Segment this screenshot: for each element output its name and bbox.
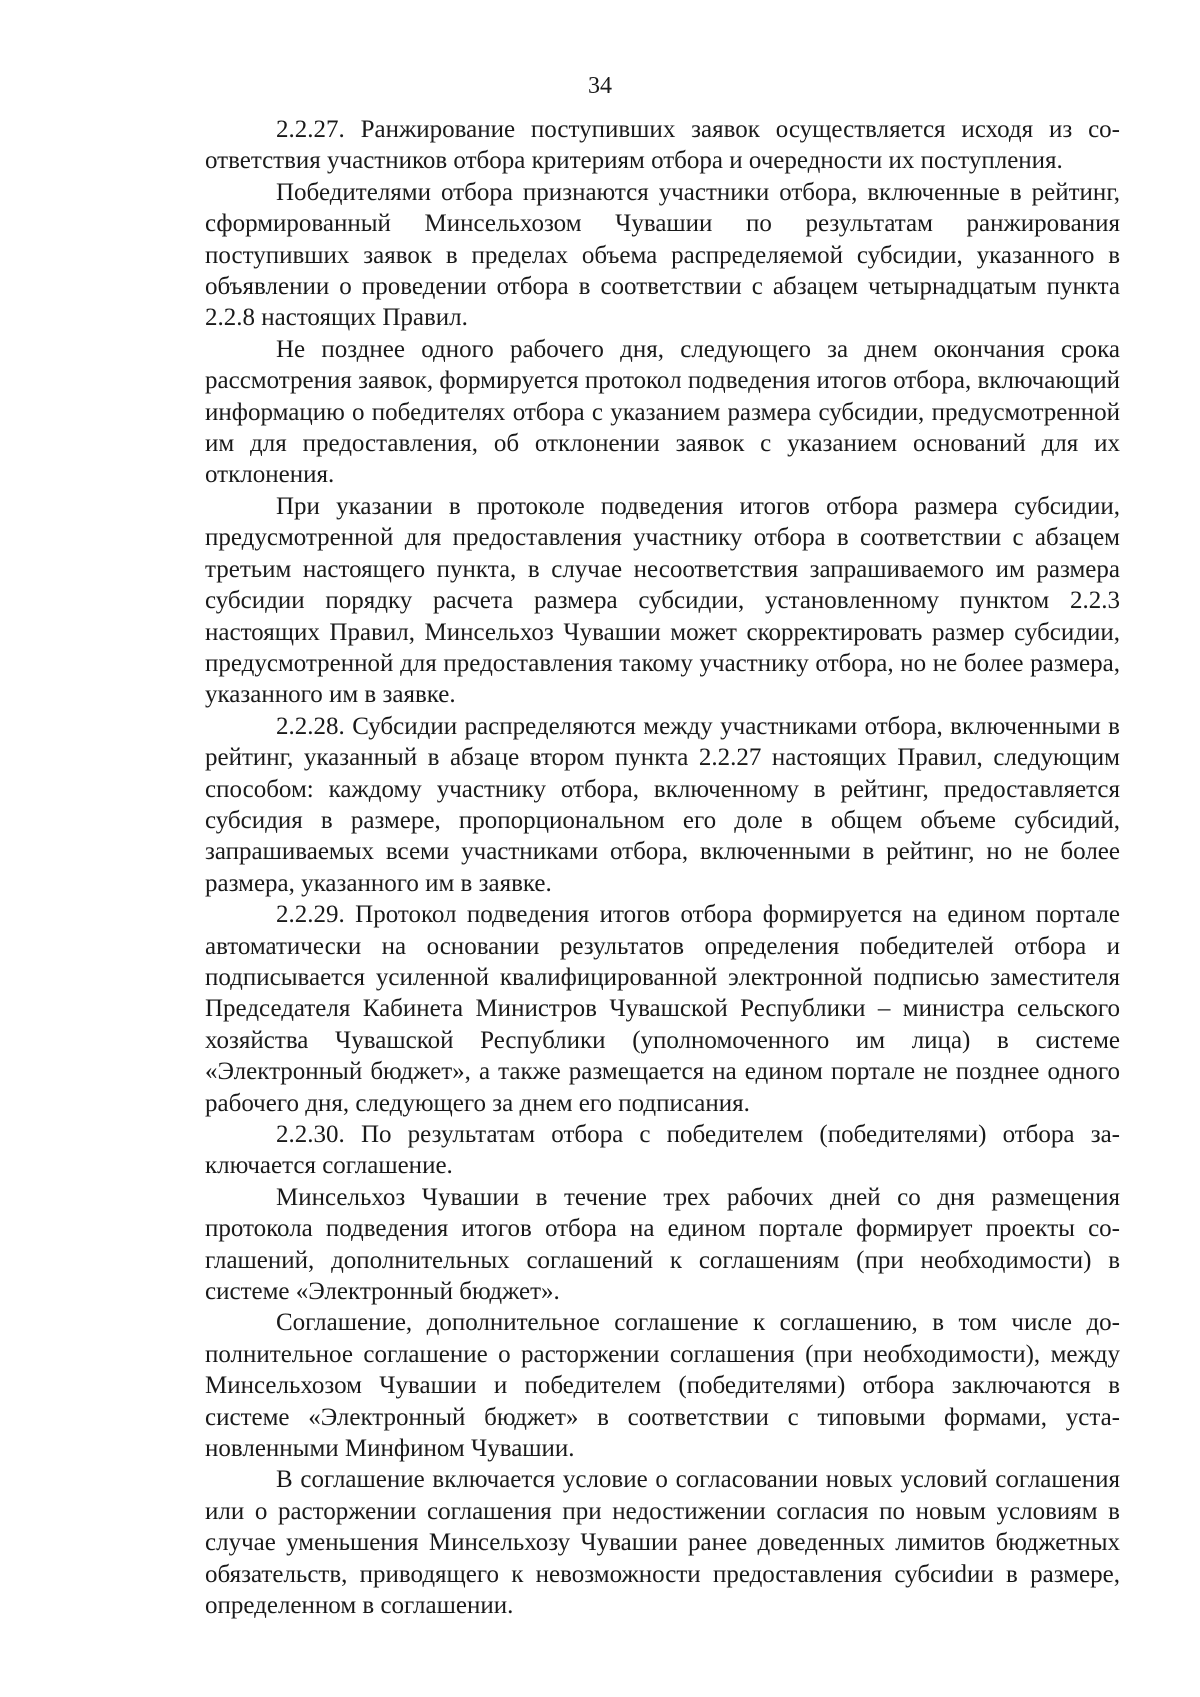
paragraph-2-2-30: 2.2.30. По результатам отбора с победителем (победителями) отбора заключается соглашение.: [205, 1121, 1120, 1180]
paragraph-agreement-drafts: Минсельхоз Чувашии в течение трех рабочих дней со дня размещения протокола подведения итогов отбора на едином портале формирует проекты соглашений, дополнительных соглашений к соглашениям (при необходимости) в системе «Электронный бюджет».: [205, 1183, 1120, 1306]
document-body: [205, 114, 1120, 1622]
paragraph-winners: Победителями отбора признаются участники отбора, включенные в рейтинг, сформированный Минсельхозом Чувашии по результатам ранжирования поступивших заявок в пределах объема распределяемой субсидии, указанного в объявлении о проведении отбора в соответствии с абзацем четырнадцатым пункта 2.2.8 настоящих Правил.: [205, 178, 1120, 332]
paragraph-subsidy-correction: При указании в протоколе подведения итогов отбора размера субсидии, предусмотренной для предоставления участнику отбора в соответствии с абзацем третьим настоящего пункта, в случае несоответствия запрашиваемого им размера субсидии порядку расчета размера субсидии, установленному пунктом 2.2.3 настоящих Правил, Минсельхоз Чувашии может скорректировать размер субсидии, предусмотренной для предоставления такому участнику отбора, но не более размера, указанного им в заявке.: [205, 492, 1120, 709]
paragraph-2-2-29: 2.2.29. Протокол подведения итогов отбора формируется на едином портале автоматически на основании результатов определения победителей отбора и подписывается усиленной квалифицированной электронной подписью заместителя Председателя Кабинета Министров Чувашской Республики – министра сельского хозяйства Чувашской Республики (уполномоченного им лица) в системе «Электронный бюджет», а также размещается на едином портале не позднее одного рабочего дня, следующего за днем его подписания.: [205, 901, 1120, 1117]
paragraph-agreement-conditions: В соглашение включается условие о согласовании новых условий соглашения или о расторжении соглашения при недостижении согласия по новым условиям в случае уменьшения Минсельхозу Чувашии ранее доведенных лимитов бюджетных обязательств, приводящего к невозможности предоставления субсиdии в размере, определенном в соглашении.: [205, 1466, 1120, 1620]
paragraph-agreement-conclusion: Соглашение, дополнительное соглашение к соглашению, в том числе дополнительное соглашение о расторжении соглашения (при необходимости), между Минсельхозом Чувашии и победителем (победителями) отбора заключаются в системе «Электронный бюджет» в соответствии с типовыми формами, установленными Минфином Чувашии.: [205, 1309, 1120, 1463]
paragraph-2-2-28: 2.2.28. Субсидии распределяются между участниками отбора, включенными в рейтинг, указанный в абзаце втором пункта 2.2.27 настоящих Правил, следующим способом: каждому участнику отбора, включенному в рейтинг, предоставляется субсидия в размере, пропорциональном его доле в общем объеме субсидий, запрашиваемых всеми участниками отбора, включенными в рейтинг, но не более размера, указанного им в заявке.: [205, 712, 1120, 897]
page-number: 34: [588, 73, 612, 99]
paragraph-2-2-27: 2.2.27. Ранжирование поступивших заявок осуществляется исходя из соответствия участников отбора критериям отбора и очередности их поступления.: [205, 116, 1120, 175]
paragraph-protocol-deadline: Не позднее одного рабочего дня, следующего за днем окончания срока рассмотрения заявок, формируется протокол подведения итогов отбора, включающий информацию о победителях отбора с указанием размера субсидии, предусмотренной им для предоставления, об отклонении заявок с указанием оснований для их отклонения.: [205, 335, 1121, 489]
